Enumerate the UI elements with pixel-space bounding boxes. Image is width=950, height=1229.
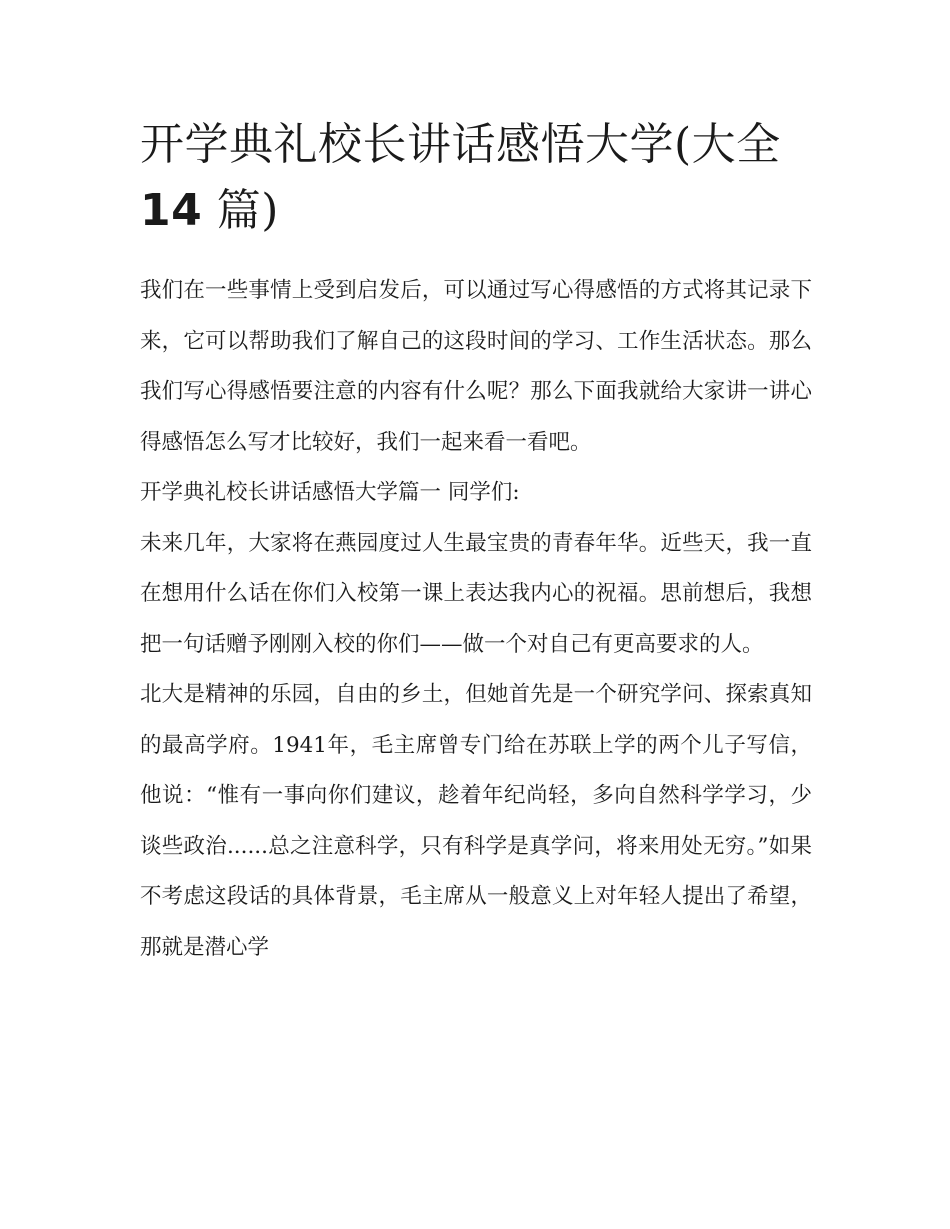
document-title <box>140 112 812 244</box>
title-number: 14 <box>140 185 203 236</box>
title-text: 开学典礼校长讲话感悟大学(大全 <box>140 119 781 170</box>
section-heading: 开学典礼校长讲话感悟大学篇一 同学们: <box>140 480 520 505</box>
title-suffix: 篇) <box>216 185 279 236</box>
intro-paragraph: 我们在一些事情上受到启发后，可以通过写心得感悟的方式将其记录下来，它可以帮助我们了解自己的这段时间的学习、工作生活状态。那么我们写心得感悟要注意的内容有什么呢？那么下面我就给大家讲一讲心得感悟怎么写才比较好，我们一起来看一看吧。 <box>140 278 812 455</box>
body-paragraph: 北大是精神的乐园，自由的乡土，但她首先是一个研究学问、探索真知的最高学府。1941年，毛主席曾专门给在苏联上学的两个儿子写信，他说：“惟有一事向你们建议，趁着年纪尚轻，多向自然科学学习，少谈些政治......总之注意科学，只有科学是真学问，将来用处无穷。”如果不考虑这段话的具体背景，毛主席从一般意义上对年轻人提出了希望，那就是潜心学 <box>140 682 812 960</box>
document-page <box>140 112 812 973</box>
body-paragraph: 未来几年，大家将在燕园度过人生最宝贵的青春年华。近些天，我一直在想用什么话在你们入校第一课上表达我内心的祝福。思前想后，我想把一句话赠予刚刚入校的你们——做一个对自己有更高要求的人。 <box>140 530 812 657</box>
